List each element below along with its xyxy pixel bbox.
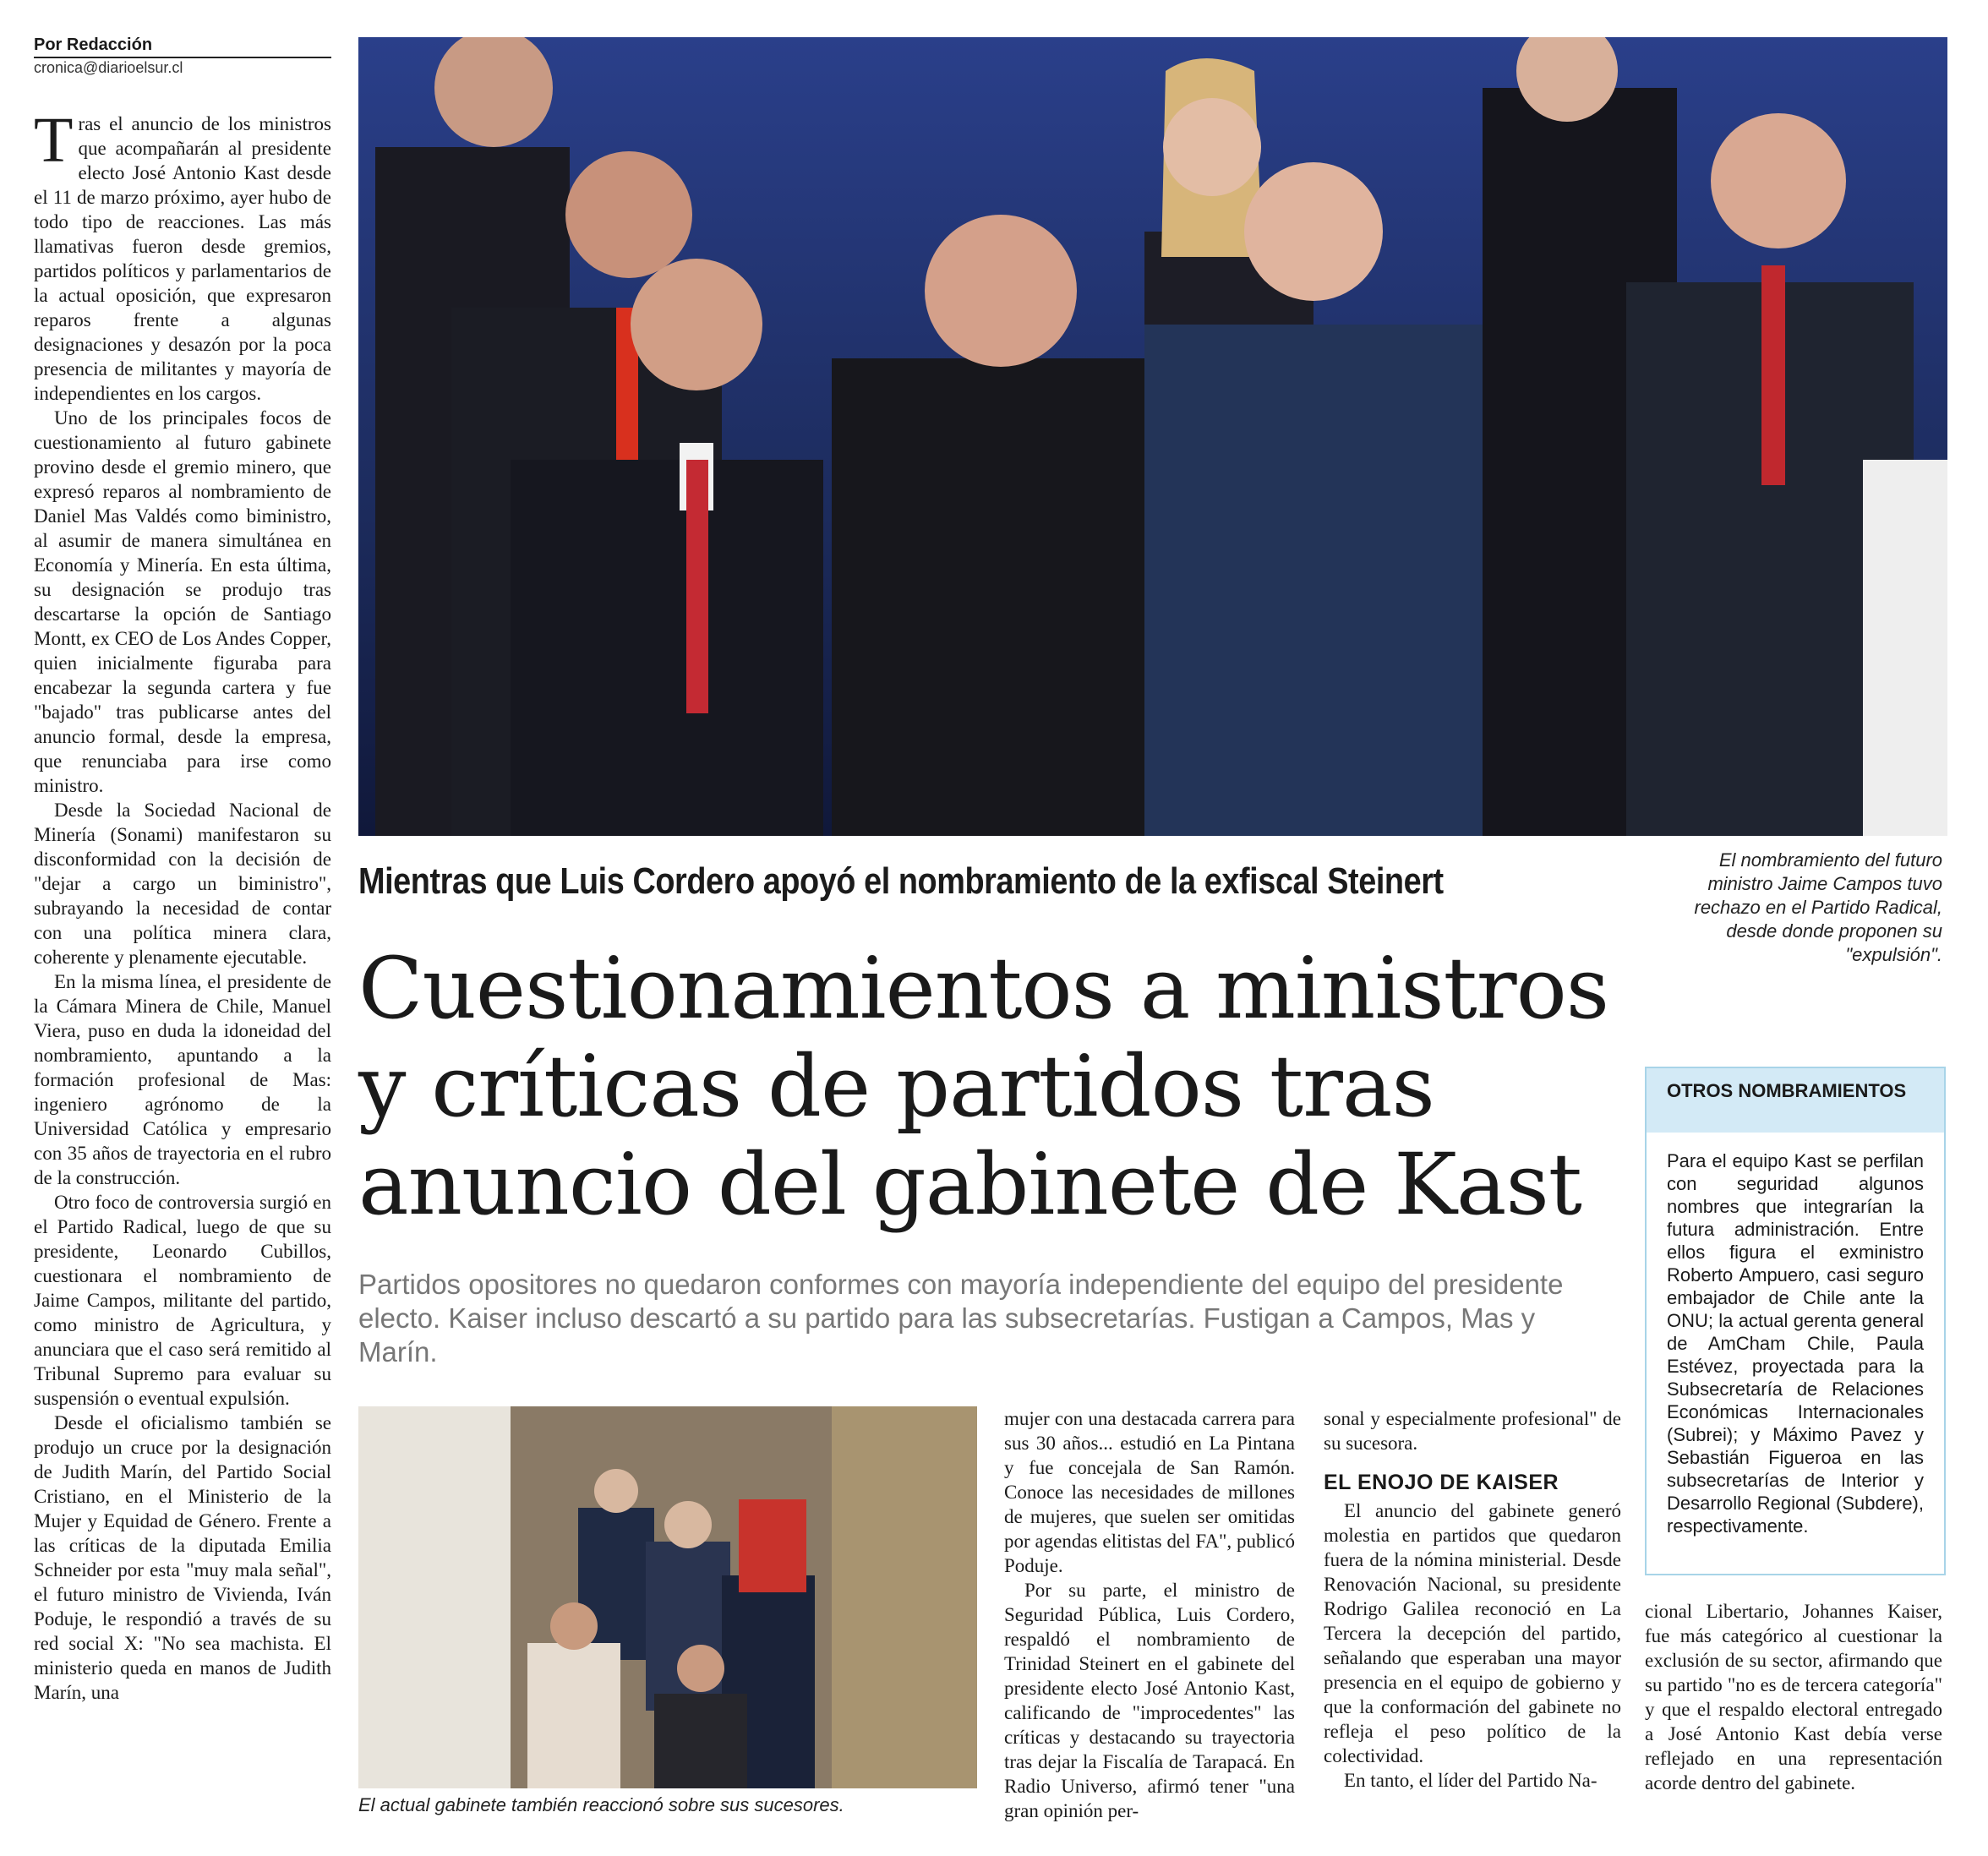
main-photo	[358, 37, 1947, 836]
subheading: EL ENOJO DE KAISER	[1324, 1471, 1559, 1494]
paragraph: sonal y especialmente profesional" de su sucesora.	[1324, 1408, 1621, 1454]
paragraph: El anuncio del gabinete generó molestia en partidos que quedaron fuera de la nómina ministerial. Desde Renovación Nacional, su presidente Rodrigo Galilea reconoció en La Tercera la decepción del partido, señalando que esperaban una mayor presencia en el equipo de gobierno y que la conformación del gabinete no refleja el peso político de la colectividad.	[1324, 1500, 1621, 1766]
sidebar-body: Para el equipo Kast se perfilan con seguridad algunos nombres que integrarían la futura administración. Entre ellos figura el exministro Roberto Ampuero, casi seguro embajador de Chile ante la ONU; la actual gerenta general de AmCham Chile, Paula Estévez, proyectada para la Subsecretaría de Relaciones Económicas Internacionales (Subrei); y Máximo Pavez y Sebastián Figueroa en las subsecretarías de Interior y Desarrollo Regional (Subdere), respectivamente.	[1667, 1150, 1924, 1537]
article-column-4	[1324, 1406, 1621, 1793]
paragraph: Tras el anuncio de los ministros que acompañarán al presidente electo José Antonio Kast desde el 11 de marzo próximo, ayer hubo de todo tipo de reacciones. Las más llamativas fueron desde gremios, partidos políticos y parlamentarios de la actual oposición, que expresaron reparos frente a algunas designaciones y desazón por la poca presencia de militantes y mayoría de independientes en los cargos.	[34, 112, 331, 404]
paragraph: En la misma línea, el presidente de la Cámara Minera de Chile, Manuel Viera, puso en duda la idoneidad del nombramiento, apuntando a la formación profesional de Mas: ingeniero agrónomo de la Universidad Católica y empresario con 35 años de trayectoria en el rubro de la construcción.	[34, 971, 331, 1188]
secondary-photo	[358, 1406, 977, 1788]
paragraph: Por su parte, el ministro de Seguridad Pública, Luis Cordero, respaldó el nombramiento de Trinidad Steinert en el gabinete del presidente electo José Antonio Kast, calificando de "improcedentes" las críticas y destacando su trayectoria tras dejar la Fiscalía de Tarapacá. En Radio Universo, afirmó tener "una gran opinión per-	[1004, 1580, 1295, 1821]
main-photo-illustration	[358, 37, 1947, 836]
paragraph: Uno de los principales focos de cuestionamiento al futuro gabinete provino desde el gremio minero, que expresó reparos al nombramiento de Daniel Mas Valdés como biministro, al asumir de manera simultánea en Economía y Minería. En esta última, su designación se produjo tras descartarse la opción de Santiago Montt, ex CEO de Los Andes Copper, quien inicialmente figuraba para encabezar la segunda cartera y fue "bajado" tras publicarse antes del anuncio formal, desde la empresa, que renunciaba para irse como ministro.	[34, 407, 331, 796]
paragraph: Otro foco de controversia surgió en el Partido Radical, luego de que su presidente, Leonardo Cubillos, cuestionara el nombramiento de Jaime Campos, militante del partido, como ministro de Agricultura, y anunciara que el caso será remitido al Tribunal Supremo para evaluar su suspensión o eventual expulsión.	[34, 1192, 331, 1409]
paragraph: mujer con una destacada carrera para sus 30 años... estudió en La Pintana y fue concejala de San Ramón. Conoce las necesidades de millones de mujeres, que suelen ser omitidas por agendas elitistas del FA", publicó Poduje.	[1004, 1408, 1295, 1576]
dek: Partidos opositores no quedaron conformes con mayoría independiente del equipo del presidente electo. Kaiser incluso descartó a su partido para las subsecretarías. Fustigan a Campos, Mas y Marín.	[358, 1269, 1564, 1367]
sidebar-title: OTROS NOMBRAMIENTOS	[1647, 1068, 1944, 1133]
article-column-1	[34, 112, 331, 1827]
headline: Cuestionamientos a ministros y críticas de partidos tras anuncio del gabinete de Kast	[358, 939, 1609, 1234]
paragraph: En tanto, el líder del Partido Na-	[1344, 1770, 1598, 1791]
byline-email: cronica@diarioelsur.cl	[34, 59, 183, 76]
paragraph: Desde la Sociedad Nacional de Minería (Sonami) manifestaron su disconformidad con la decisión de "dejar a cargo un biministro", subrayando la necesidad de contar con una política minera clara, coherente y plenamente ejecutable.	[34, 800, 331, 968]
article-column-3	[1004, 1406, 1295, 1823]
paragraph: Desde el oficialismo también se produjo un cruce por la designación de Judith Marín, del Partido Social Cristiano, en el Ministerio de la Mujer y Equidad de Género. Frente a las críticas de la diputada Emilia Schneider por esta "muy mala señal", el futuro ministro de Vivienda, Iván Poduje, le respondió a través de su red social X: "No sea machista. El ministerio queda en manos de Judith Marín, una	[34, 1412, 331, 1703]
kicker: Mientras que Luis Cordero apoyó el nombramiento de la exfiscal Steinert	[358, 860, 1444, 902]
article-column-5	[1645, 1599, 1942, 1795]
main-photo-caption: El nombramiento del futuro ministro Jaime Campos tuvo rechazo en el Partido Radical, desde donde proponen su "expulsión".	[1694, 849, 1942, 965]
paragraph: cional Libertario, Johannes Kaiser, fue más categórico al cuestionar la exclusión de su sector, afirmando que su partido "no es de tercera categoría" y que el respaldo electoral entregado a José Antonio Kast debía verse reflejado en una representación acorde dentro del gabinete.	[1645, 1601, 1942, 1793]
dropcap: T	[34, 112, 74, 176]
byline-author: Por Redacción	[34, 35, 331, 58]
sidebar-box	[1645, 1067, 1946, 1575]
secondary-photo-illustration	[358, 1406, 977, 1788]
secondary-photo-caption: El actual gabinete también reaccionó sobre sus sucesores.	[358, 1794, 844, 1815]
